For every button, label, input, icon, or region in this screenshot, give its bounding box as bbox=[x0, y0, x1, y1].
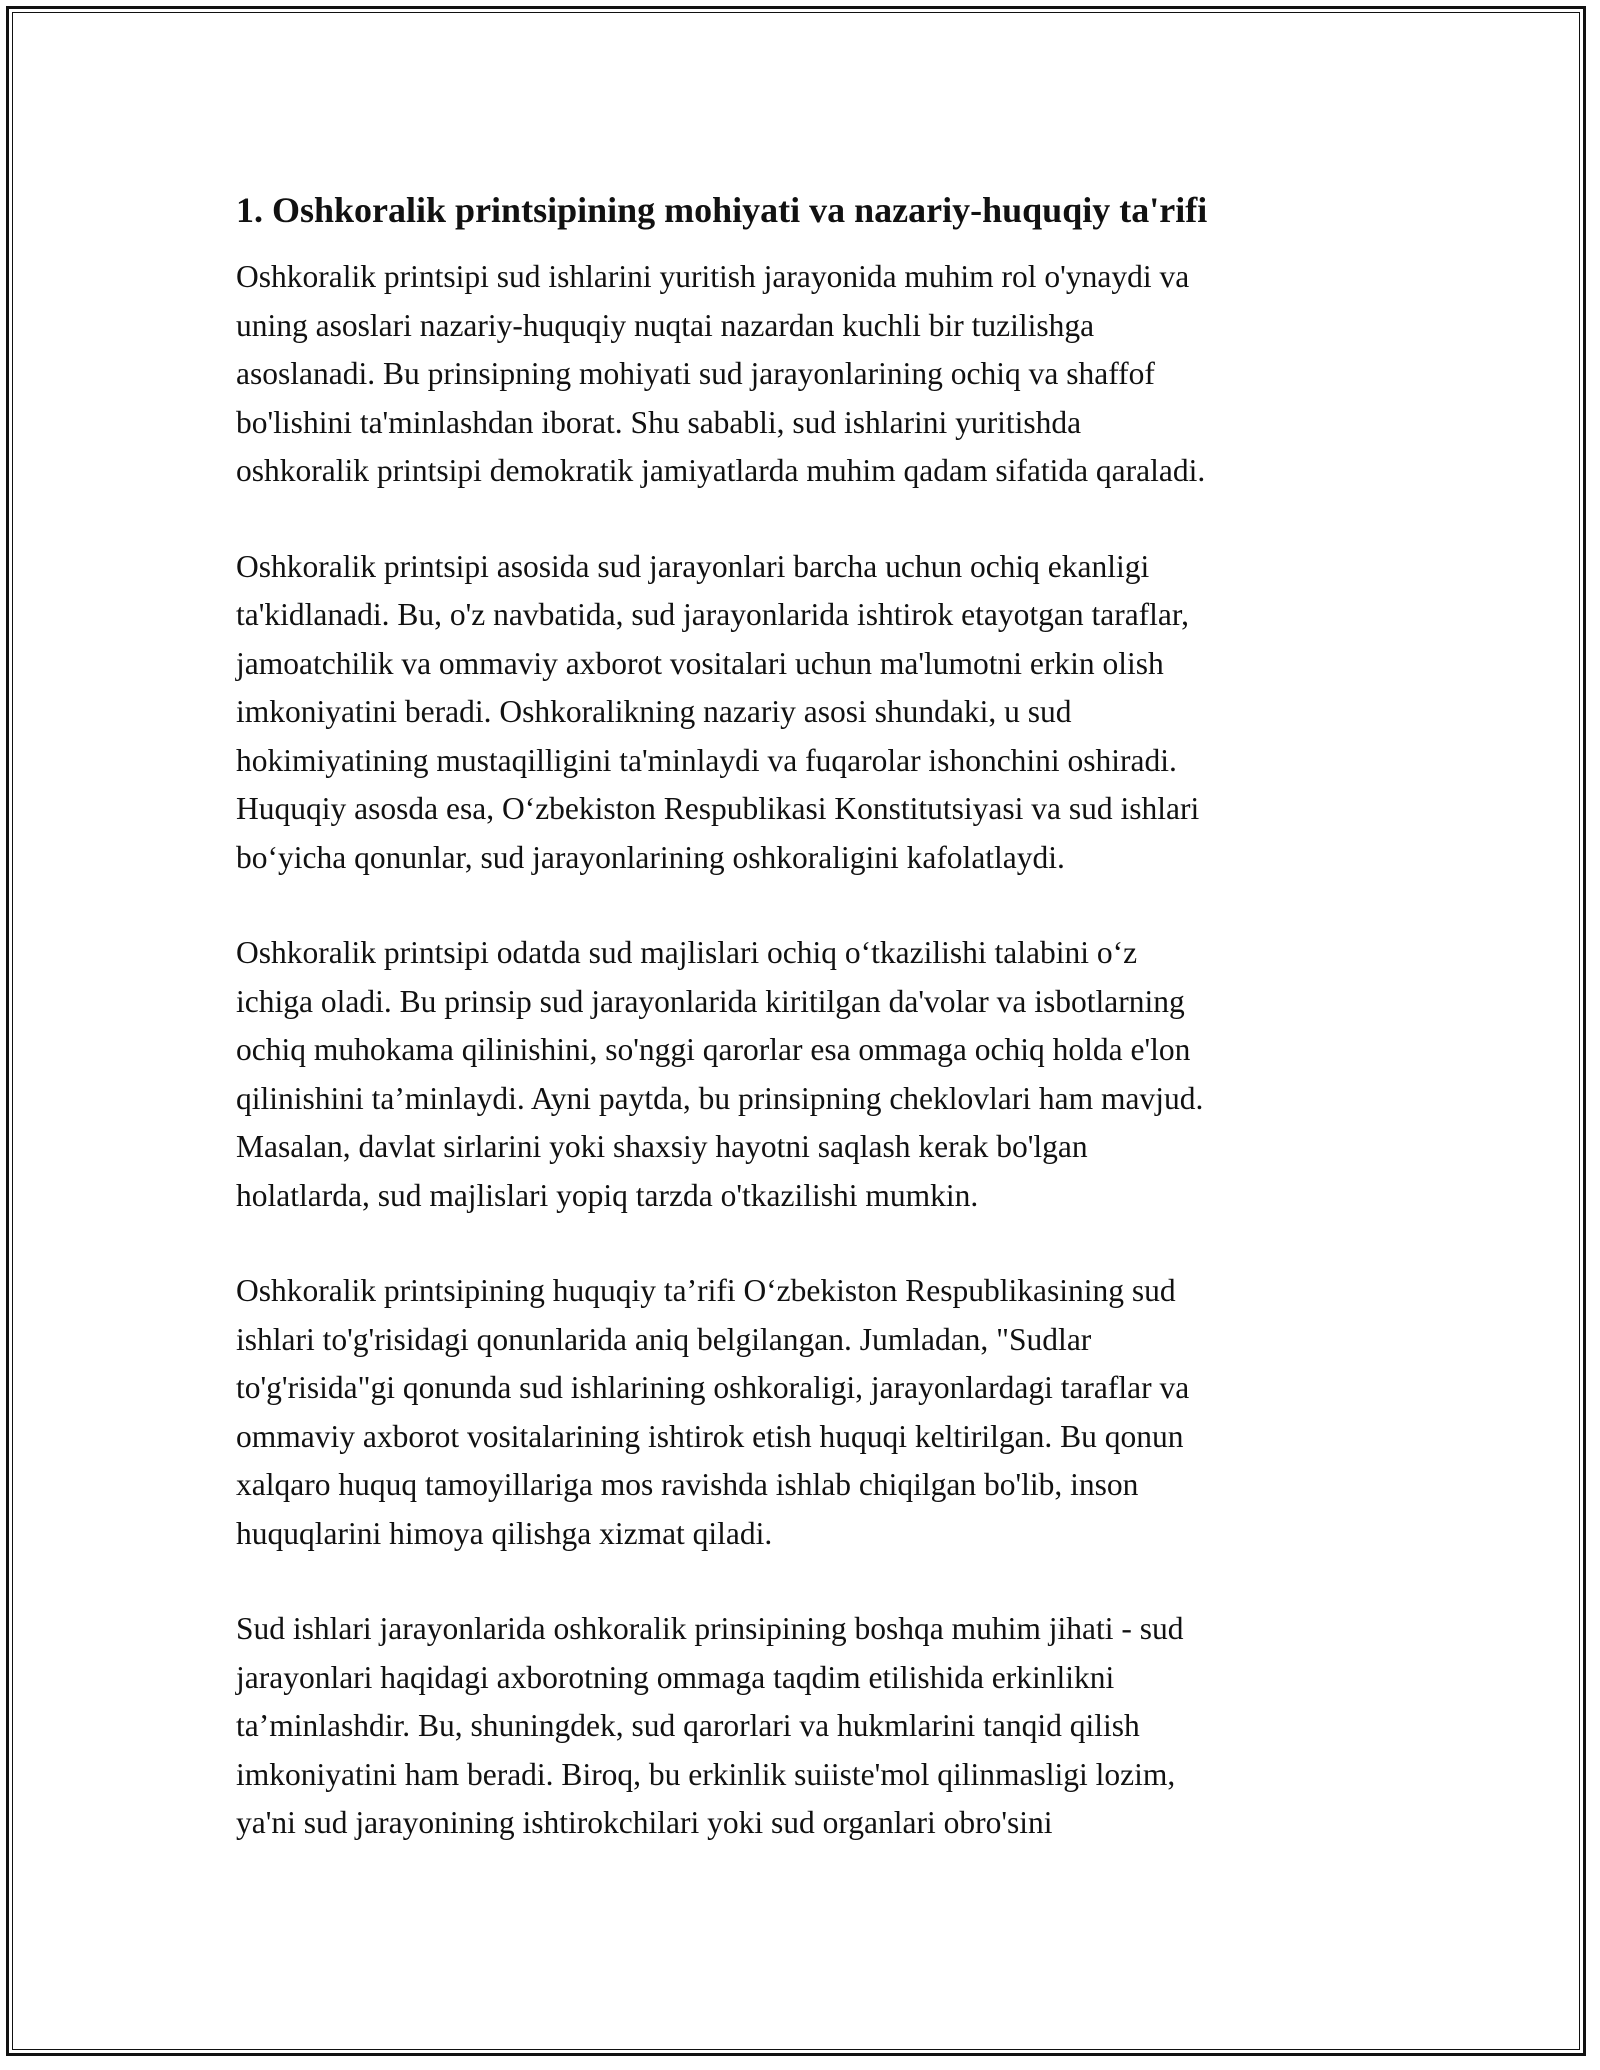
paragraph-line: uning asoslari nazariy-huquqiy nuqtai nazardan kuchli bir tuzilishga bbox=[236, 307, 1095, 343]
paragraph-line: ichiga oladi. Bu prinsip sud jarayonlarida kiritilgan da'volar va isbotlarning bbox=[236, 983, 1185, 1019]
document-body bbox=[236, 185, 1386, 1895]
paragraph-2 bbox=[236, 543, 1386, 883]
paragraph-line: ta’minlashdir. Bu, shuningdek, sud qarorlari va hukmlarini tanqid qilish bbox=[236, 1708, 1140, 1743]
paragraph-line: Oshkoralik printsipining huquqiy ta’rifi O‘zbekiston Respublikasining sud bbox=[236, 1273, 1176, 1308]
paragraph-line: qilinishini ta’minlaydi. Ayni paytda, bu prinsipning cheklovlari ham mavjud. bbox=[236, 1080, 1204, 1116]
paragraph-line: bo'lishini ta'minlashdan iborat. Shu sababli, sud ishlarini yuritishda bbox=[236, 404, 1082, 440]
paragraph-line: holatlarda, sud majlislari yopiq tarzda o'tkazilishi mumkin. bbox=[236, 1177, 979, 1213]
paragraph-line: Oshkoralik printsipi sud ishlarini yuritish jarayonida muhim rol o'ynaydi va bbox=[236, 259, 1190, 294]
paragraph-4 bbox=[236, 1267, 1386, 1558]
paragraph-5 bbox=[236, 1605, 1386, 1848]
paragraph-1 bbox=[236, 253, 1386, 496]
paragraph-line: oshkoralik printsipi demokratik jamiyatlarda muhim qadam sifatida qaraladi. bbox=[236, 453, 1206, 488]
paragraph-line: Masalan, davlat sirlarini yoki shaxsiy hayotni saqlash kerak bo'lgan bbox=[236, 1129, 1088, 1164]
paragraph-line: Oshkoralik printsipi asosida sud jarayonlari barcha uchun ochiq ekanligi bbox=[236, 548, 1150, 584]
paragraph-line: ta'kidlanadi. Bu, o'z navbatida, sud jarayonlarida ishtirok etayotgan taraflar, bbox=[236, 597, 1190, 632]
paragraph-line: ochiq muhokama qilinishini, so'nggi qarorlar esa ommaga ochiq holda e'lon bbox=[236, 1032, 1191, 1067]
paragraph-line: jarayonlari haqidagi axborotning ommaga taqdim etilishida erkinlikni bbox=[236, 1659, 1115, 1695]
paragraph-line: ommaviy axborot vositalarining ishtirok etish huquqi keltirilgan. Bu qonun bbox=[236, 1418, 1184, 1454]
paragraph-line: ya'ni sud jarayonining ishtirokchilari yoki sud organlari obro'sini bbox=[236, 1805, 1053, 1840]
section-heading: 1. Oshkoralik printsipining mohiyati va nazariy-huquqiy ta'rifi bbox=[236, 190, 1208, 230]
paragraph-line: imkoniyatini ham beradi. Biroq, bu erkinlik suiiste'mol qilinmasligi lozim, bbox=[236, 1756, 1176, 1792]
paragraph-line: ishlari to'g'risidagi qonunlarida aniq belgilangan. Jumladan, "Sudlar bbox=[236, 1321, 1092, 1357]
paragraph-line: bo‘yicha qonunlar, sud jarayonlarining oshkoraligini kafolatlaydi. bbox=[236, 839, 1065, 875]
paragraph-line: xalqaro huquq tamoyillariga mos ravishda ishlab chiqilgan bo'lib, inson bbox=[236, 1467, 1139, 1502]
paragraph-line: imkoniyatini beradi. Oshkoralikning nazariy asosi shundaki, u sud bbox=[236, 694, 1072, 729]
paragraph-3 bbox=[236, 929, 1386, 1220]
paragraph-line: Huquqiy asosda esa, O‘zbekiston Respublikasi Konstitutsiyasi va sud ishlari bbox=[236, 791, 1200, 826]
paragraph-line: hokimiyatining mustaqilligini ta'minlaydi va fuqarolar ishonchini oshiradi. bbox=[236, 742, 1177, 778]
paragraph-line: to'g'risida"gi qonunda sud ishlarining oshkoraligi, jarayonlardagi taraflar va bbox=[236, 1370, 1190, 1405]
paragraph-line: asoslanadi. Bu prinsipning mohiyati sud jarayonlarining ochiq va shaffof bbox=[236, 356, 1155, 391]
paragraph-line: jamoatchilik va ommaviy axborot vositalari uchun ma'lumotni erkin olish bbox=[236, 645, 1164, 681]
paragraph-line: Oshkoralik printsipi odatda sud majlislari ochiq o‘tkazilishi talabini o‘z bbox=[236, 935, 1138, 970]
paragraph-line: huquqlarini himoya qilishga xizmat qiladi. bbox=[236, 1515, 773, 1551]
paragraph-line: Sud ishlari jarayonlarida oshkoralik prinsipining boshqa muhim jihati - sud bbox=[236, 1611, 1184, 1646]
